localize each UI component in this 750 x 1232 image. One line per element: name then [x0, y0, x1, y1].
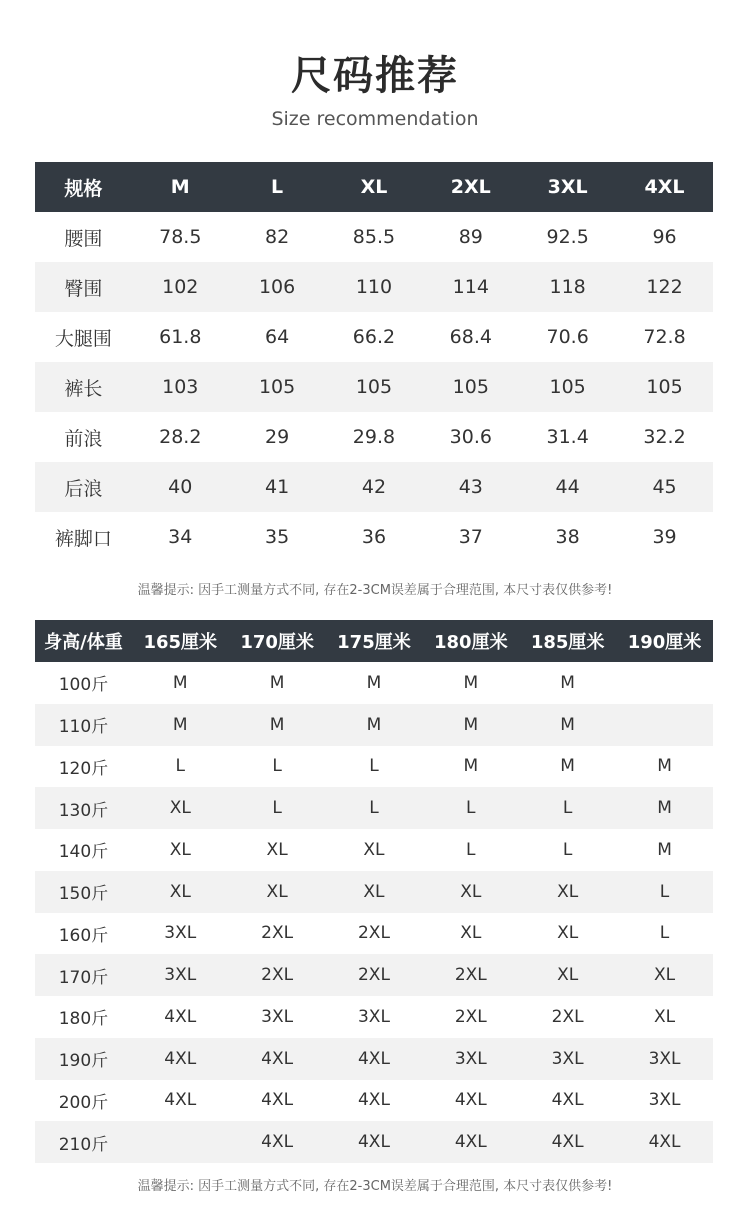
size-chart-row-cell: 92.5 — [546, 226, 589, 248]
fit-table-row-cell: XL — [229, 871, 326, 913]
fit-table-row-label: 110斤 — [35, 704, 132, 746]
size-chart-row-cell: 105 — [229, 362, 326, 412]
fit-table-row-label: 150斤 — [35, 871, 132, 913]
fit-table-row-cell: 3XL — [132, 954, 229, 996]
size-chart-row-cell: 42 — [326, 462, 423, 512]
fit-table-row-cell: XL — [266, 839, 288, 860]
size-chart-row-cell: 105 — [326, 362, 423, 412]
size-chart-row-cell: 66.2 — [352, 326, 396, 348]
fit-table-row-label: 140斤 — [58, 842, 109, 863]
size-chart-table — [35, 162, 713, 562]
size-chart-row-cell: 36 — [361, 526, 387, 548]
fit-table-row-cell: XL — [132, 871, 229, 913]
measurement-note: 温馨提示: 因手工测量方式不同, 存在2-3CM误差属于合理范围, 本尺寸表仅供参考! — [137, 583, 613, 598]
fit-table-row-cell: 2XL — [261, 923, 294, 944]
fit-table-row-cell: L — [326, 787, 423, 829]
size-chart-row — [35, 362, 713, 412]
size-chart-row-cell: 38 — [555, 526, 580, 548]
fit-table-row-cell — [616, 704, 713, 746]
fit-table-row-cell: XL — [422, 871, 519, 913]
fit-table-row — [35, 1080, 713, 1122]
fit-table-row — [35, 954, 713, 996]
fit-table-row-label: 180斤 — [58, 1009, 109, 1030]
fit-table-row-label: 160斤 — [58, 925, 109, 946]
size-chart-row-cell: 68.4 — [449, 326, 492, 348]
fit-table-row — [35, 662, 713, 704]
fit-table-row-cell: 2XL — [229, 954, 326, 996]
fit-table-row-cell: 2XL — [422, 954, 519, 996]
size-chart-row-cell: 30.6 — [449, 426, 492, 448]
fit-table-row-cell: 4XL — [422, 1121, 519, 1163]
fit-table-row — [35, 913, 713, 955]
fit-table-row-cell: 4XL — [261, 1090, 294, 1111]
fit-table-row-cell: 2XL — [454, 1006, 487, 1027]
size-chart-row-cell: 39 — [652, 526, 677, 548]
fit-table-row-cell: L — [272, 756, 282, 777]
fit-table-row-label: 200斤 — [58, 1092, 109, 1113]
fit-table-row-cell — [132, 1121, 229, 1163]
size-chart-row-cell: 72.8 — [643, 326, 686, 348]
fit-table-row-cell: XL — [460, 923, 482, 944]
fit-table-row-cell: XL — [557, 923, 579, 944]
page-subtitle: Size recommendation — [271, 108, 479, 130]
size-chart-row-cell: 118 — [519, 262, 616, 312]
fit-table-row-cell: M — [229, 704, 326, 746]
fit-table-row-cell: XL — [326, 871, 423, 913]
size-chart-row-cell: 34 — [168, 526, 193, 548]
fit-table-row-label: 190斤 — [35, 1038, 132, 1080]
size-chart-row-label: 后浪 — [35, 462, 132, 512]
fit-table-row-cell: L — [616, 871, 713, 913]
fit-table-row-cell: XL — [132, 787, 229, 829]
fit-table-row-cell: L — [519, 787, 616, 829]
fit-table-row-cell: 4XL — [357, 1090, 390, 1111]
fit-table-row-cell: M — [519, 704, 616, 746]
size-chart-row-cell: 31.4 — [546, 426, 589, 448]
fit-table-row-cell: M — [657, 756, 672, 777]
size-chart-row-cell: 32.2 — [643, 426, 686, 448]
fit-table-row-cell: 2XL — [357, 923, 390, 944]
fit-table-row-cell: 4XL — [326, 1121, 423, 1163]
fit-table-row-cell: XL — [519, 954, 616, 996]
fit-table-row — [35, 829, 713, 871]
fit-table-row-cell: XL — [169, 839, 191, 860]
fit-table-row-cell: L — [175, 756, 185, 777]
size-chart-row-cell: 105 — [422, 362, 519, 412]
fit-table-row-cell: 3XL — [164, 923, 197, 944]
fit-table-row-cell: 3XL — [261, 1006, 294, 1027]
fit-table-row-cell: L — [229, 787, 326, 829]
fit-table-row-cell: M — [463, 672, 479, 693]
size-chart-row-cell: 102 — [132, 262, 229, 312]
size-chart-row-label: 腰围 — [64, 227, 103, 250]
fit-table-row-cell: M — [172, 672, 188, 693]
fit-table-row-cell: XL — [653, 1006, 676, 1027]
fit-table-row-cell: 4XL — [164, 1006, 197, 1027]
size-chart-row-cell: 96 — [652, 226, 677, 248]
size-chart-row-cell: 37 — [458, 526, 483, 548]
size-chart-row — [35, 212, 713, 262]
fit-table-row-cell: 4XL — [454, 1090, 487, 1111]
size-chart-row — [35, 512, 713, 562]
size-chart-row-cell: 40 — [132, 462, 229, 512]
fit-table-row-cell: L — [369, 756, 379, 777]
size-chart-row-cell: 78.5 — [159, 226, 202, 248]
fit-table-row — [35, 1121, 713, 1163]
size-chart-row-label: 裤长 — [35, 362, 132, 412]
size-chart-header-cell: L — [229, 162, 326, 212]
fit-table-row-cell: 3XL — [616, 1038, 713, 1080]
size-chart-header-cell: M — [132, 162, 229, 212]
fit-table-row-cell: 2XL — [326, 954, 423, 996]
fit-table-row-cell: 4XL — [132, 1038, 229, 1080]
fit-table-row-cell: 4XL — [519, 1121, 616, 1163]
size-chart-row — [35, 412, 713, 462]
fit-table-row-label: 130斤 — [35, 787, 132, 829]
fit-table-row-label: 120斤 — [58, 758, 109, 779]
fit-table-row-cell: 4XL — [616, 1121, 713, 1163]
fit-table-row — [35, 1038, 713, 1080]
fit-table-row-label: 100斤 — [58, 675, 109, 696]
size-chart-row-cell: 44 — [519, 462, 616, 512]
size-chart-row-cell: 29 — [265, 426, 290, 448]
size-chart-header-cell: 2XL — [422, 162, 519, 212]
size-chart-row — [35, 462, 713, 512]
fit-table-row-cell: L — [659, 923, 670, 944]
fit-table-row-cell: M — [132, 704, 229, 746]
size-chart-row-label: 大腿围 — [54, 327, 112, 350]
size-chart-row-cell: 103 — [132, 362, 229, 412]
size-chart-row-cell: 70.6 — [546, 326, 589, 348]
size-chart-row-cell: 43 — [422, 462, 519, 512]
size-chart-row-cell: 110 — [326, 262, 423, 312]
fit-table-row-cell: 4XL — [229, 1038, 326, 1080]
size-chart-row — [35, 312, 713, 362]
size-chart-row-label: 臀围 — [35, 262, 132, 312]
fit-table-row-cell — [616, 662, 713, 704]
fit-table-row-cell: 4XL — [164, 1090, 197, 1111]
fit-table-row — [35, 704, 713, 746]
fit-table-row-cell: 3XL — [648, 1090, 681, 1111]
fit-table-row-cell: M — [616, 787, 713, 829]
size-chart-header-cell: 4XL — [616, 162, 713, 212]
fit-table-row-cell: 3XL — [357, 1006, 390, 1027]
fit-table-header-cell: 190厘米 — [616, 620, 713, 662]
size-chart-row-cell: 106 — [229, 262, 326, 312]
size-chart-row-cell: 61.8 — [159, 326, 202, 348]
size-chart-header-cell: 3XL — [519, 162, 616, 212]
size-chart-row-cell: 28.2 — [159, 426, 202, 448]
fit-table-row-cell: M — [657, 839, 672, 860]
fit-table-row-cell: XL — [519, 871, 616, 913]
fit-table-header-cell: 身高/体重 — [35, 620, 132, 662]
fit-table-row — [35, 871, 713, 913]
fit-table-row-cell: M — [560, 756, 575, 777]
fit-table-header-cell: 170厘米 — [229, 620, 326, 662]
fit-table-header-cell: 180厘米 — [422, 620, 519, 662]
measurement-note: 温馨提示: 因手工测量方式不同, 存在2-3CM误差属于合理范围, 本尺寸表仅供参考! — [137, 1179, 613, 1194]
size-chart-header-row — [35, 162, 713, 212]
fit-table-header-cell: 185厘米 — [519, 620, 616, 662]
fit-table-row-cell: XL — [363, 839, 385, 860]
size-chart-row-cell: 29.8 — [352, 426, 396, 448]
fit-table-row-cell: M — [422, 704, 519, 746]
fit-table-row-cell: L — [562, 839, 573, 860]
size-chart-row-cell: 85.5 — [352, 226, 396, 248]
fit-table-row-cell: L — [422, 787, 519, 829]
fit-table-row-cell: M — [269, 672, 285, 693]
size-chart-row-cell: 82 — [265, 226, 290, 248]
fit-table-row-cell: M — [326, 704, 423, 746]
size-chart-row — [35, 262, 713, 312]
fit-table-row-cell: 3XL — [519, 1038, 616, 1080]
fit-table-row-cell: 4XL — [326, 1038, 423, 1080]
size-chart-row-cell: 45 — [616, 462, 713, 512]
size-chart-row-cell: 41 — [229, 462, 326, 512]
size-chart-header-cell: XL — [326, 162, 423, 212]
fit-table-row-cell: 3XL — [422, 1038, 519, 1080]
size-chart-row-label: 前浪 — [64, 427, 103, 450]
size-chart-row-cell: 64 — [265, 326, 290, 348]
size-chart-header-cell: 规格 — [35, 162, 132, 212]
page-title: 尺码推荐 — [291, 53, 459, 99]
fit-table-row-cell: M — [463, 756, 479, 777]
fit-table-row-cell: XL — [616, 954, 713, 996]
size-chart-row-cell: 122 — [616, 262, 713, 312]
fit-table-header-cell: 175厘米 — [326, 620, 423, 662]
fit-table-row — [35, 996, 713, 1038]
fit-table-row-cell: M — [366, 672, 382, 693]
height-weight-fit-table — [35, 620, 713, 1163]
fit-table-row-cell: M — [560, 672, 575, 693]
fit-table-row-cell: 4XL — [229, 1121, 326, 1163]
fit-table-header-row — [35, 620, 713, 662]
fit-table-header-cell: 165厘米 — [132, 620, 229, 662]
fit-table-row — [35, 746, 713, 788]
fit-table-row-cell: 4XL — [551, 1090, 584, 1111]
fit-table-row-label: 210斤 — [35, 1121, 132, 1163]
fit-table-row-cell: L — [466, 839, 476, 860]
fit-table-row — [35, 787, 713, 829]
size-chart-row-cell: 89 — [458, 226, 483, 248]
size-chart-row-label: 裤脚口 — [54, 527, 112, 550]
size-chart-row-cell: 105 — [519, 362, 616, 412]
fit-table-row-cell: 2XL — [551, 1006, 584, 1027]
size-chart-row-cell: 35 — [265, 526, 290, 548]
size-chart-row-cell: 114 — [422, 262, 519, 312]
size-chart-row-cell: 105 — [616, 362, 713, 412]
fit-table-row-label: 170斤 — [35, 954, 132, 996]
